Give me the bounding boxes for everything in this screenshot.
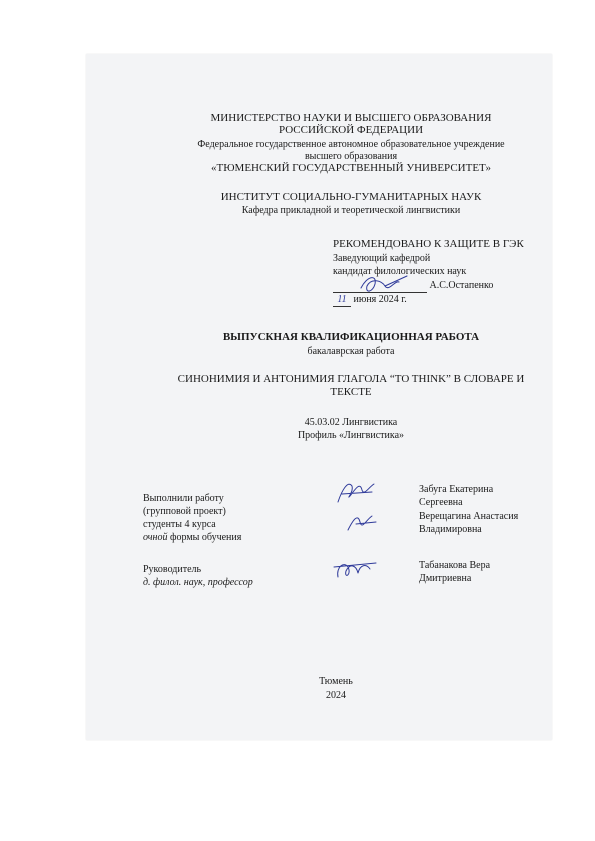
supervisor-name-a: Табанакова Вера (419, 560, 491, 571)
work-title: ВЫПУСКНАЯ КВАЛИФИКАЦИОННАЯ РАБОТА (222, 331, 480, 343)
approval-date-rest: июня 2024 г. (353, 294, 407, 305)
ministry-line-4: высшего образования (304, 151, 398, 162)
author1-signature (332, 474, 382, 510)
year: 2024 (326, 690, 346, 701)
author1-name-b: Сергеевна (419, 497, 463, 508)
approval-day: 11 (333, 293, 351, 307)
author2-name-b: Владимировна (419, 524, 482, 535)
author2-signature (342, 508, 382, 538)
study-form-rest: формы обучения (167, 532, 242, 543)
topic-line-2: ТЕКСТЕ (330, 386, 372, 398)
supervisor-degree: д. филол. наук, профессор (143, 577, 253, 588)
specialty-code: 45.03.02 Лингвистика (304, 417, 398, 428)
authors-label-2: (групповой проект) (143, 506, 226, 517)
authors-label-3: студенты 4 курса (143, 519, 216, 530)
head-signature (355, 270, 415, 300)
approval-degree: кандидат филологических наук (333, 266, 467, 277)
approval-name: А.С.Остапенко (429, 280, 494, 291)
author1-name-a: Забуга Екатерина (419, 484, 494, 495)
study-form: очной (143, 532, 168, 543)
supervisor-label: Руководитель (143, 564, 202, 575)
department-name: Кафедра прикладной и теоретической лингвистики (241, 205, 461, 216)
profile: Профиль «Лингвистика» (297, 430, 405, 441)
ministry-line-1: МИНИСТЕРСТВО НАУКИ И ВЫСШЕГО ОБРАЗОВАНИЯ (210, 112, 492, 124)
approval-head-label: Заведующий кафедрой (333, 253, 431, 264)
university-name: «ТЮМЕНСКИЙ ГОСУДАРСТВЕННЫЙ УНИВЕРСИТЕТ» (211, 162, 491, 174)
authors-label-1: Выполнили работу (143, 493, 224, 504)
work-type: бакалаврская работа (307, 346, 395, 357)
ministry-line-2: РОССИЙСКОЙ ФЕДЕРАЦИИ (278, 124, 424, 136)
author2-name-a: Верещагина Анастасия (419, 511, 519, 522)
topic-line-1: СИНОНИМИЯ И АНТОНИМИЯ ГЛАГОЛА “TO THINK” В СЛОВАРЕ И (177, 373, 525, 385)
ministry-line-3: Федеральное государственное автономное образовательное учреждение (197, 139, 505, 150)
supervisor-name-b: Дмитриевна (419, 573, 472, 584)
authors-label-4 (143, 531, 241, 544)
city: Тюмень (319, 676, 353, 687)
supervisor-signature (330, 555, 382, 585)
institute-name: ИНСТИТУТ СОЦИАЛЬНО-ГУМАНИТАРНЫХ НАУК (220, 191, 482, 203)
approval-title: РЕКОМЕНДОВАНО К ЗАЩИТЕ В ГЭК (333, 238, 524, 250)
